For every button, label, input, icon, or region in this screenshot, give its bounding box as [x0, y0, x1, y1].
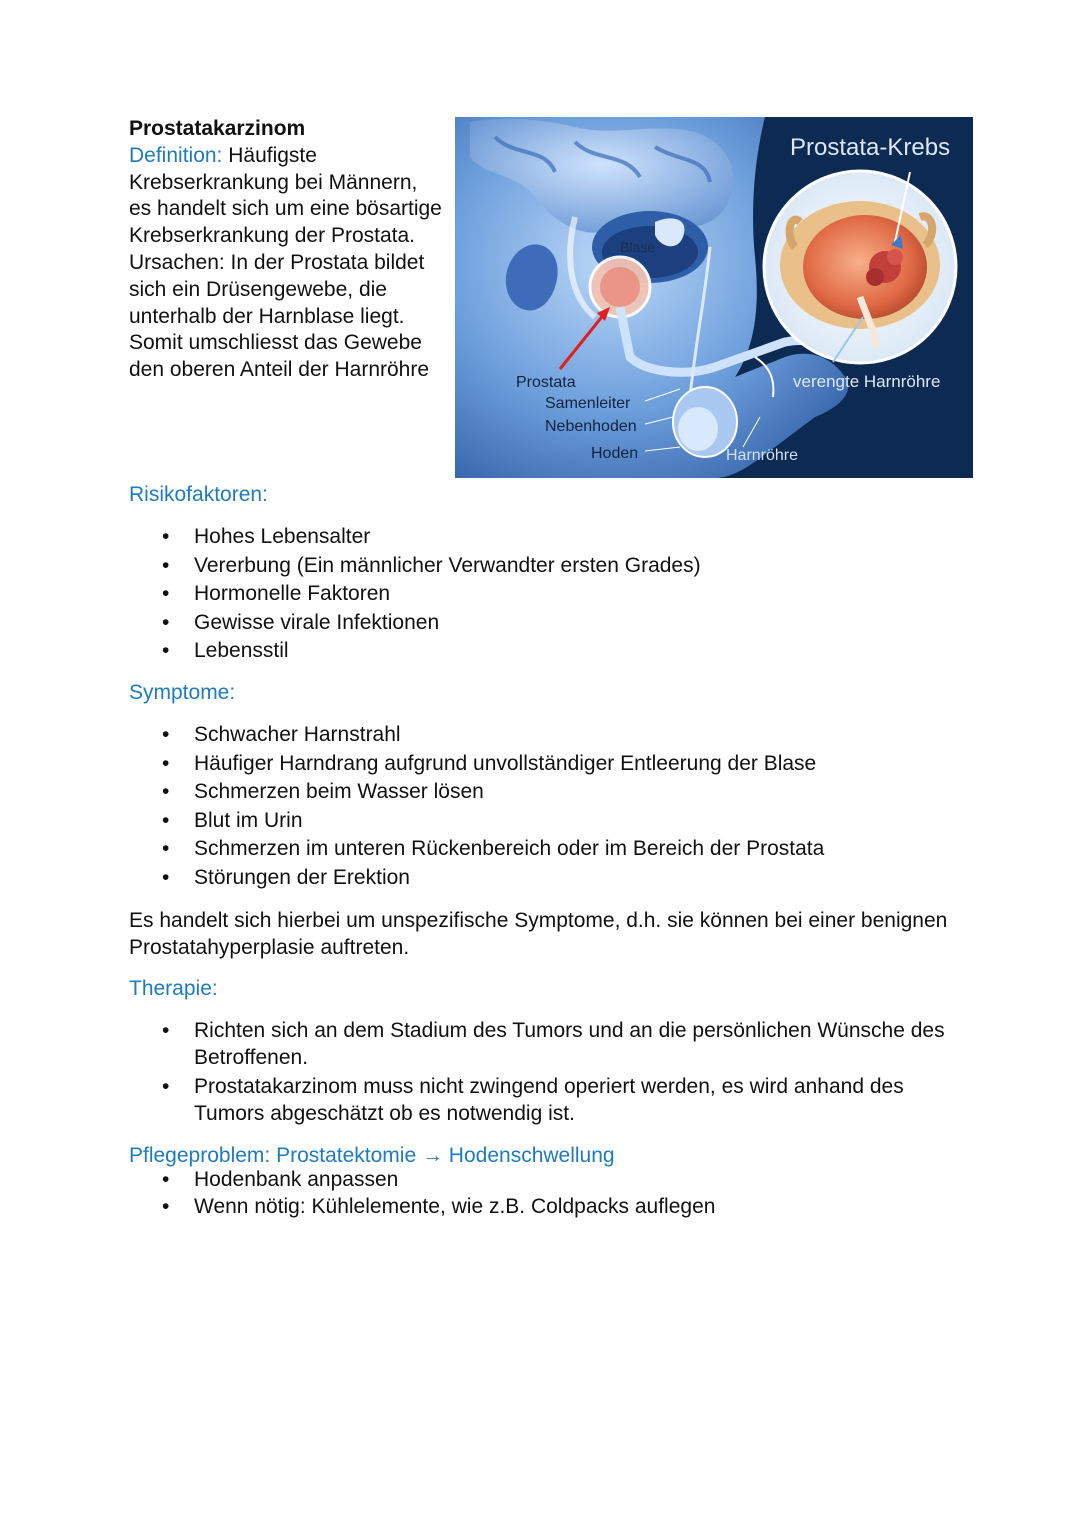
therapy-list — [194, 1017, 974, 1128]
list-item: • Schmerzen beim Wasser lösen — [194, 778, 974, 807]
risk-list — [194, 523, 974, 666]
list-item: • Schwacher Harnstrahl — [194, 721, 974, 750]
symptoms-note: Es handelt sich hierbei um unspezifische Symptome, d.h. sie können bei einer benignen Prostatahyperplasie auftreten. — [129, 909, 948, 959]
list-item: • Schmerzen im unteren Rückenbereich oder im Bereich der Prostata — [194, 835, 974, 864]
label-prostata: Prostata — [516, 374, 576, 391]
list-item: • Wenn nötig: Kühlelemente, wie z.B. Coldpacks auflegen — [194, 1194, 974, 1221]
symptoms-heading: Symptome: — [129, 681, 236, 704]
list-item: • Vererbung (Ein männlicher Verwandter ersten Grades) — [194, 552, 974, 581]
list-item: • Hormonelle Faktoren — [194, 580, 974, 609]
care-list — [194, 1167, 974, 1221]
therapy-heading: Therapie: — [129, 977, 218, 1000]
label-blase: Blase — [620, 239, 656, 255]
prostate-closeup — [764, 171, 956, 363]
list-item: • Hohes Lebensalter — [194, 523, 974, 552]
label-nebenhoden: Nebenhoden — [545, 418, 637, 435]
symptoms-list — [194, 721, 974, 893]
list-item: • Lebensstil — [194, 637, 974, 666]
definition-label: Definition: — [129, 143, 223, 167]
list-item: • Häufiger Harndrang aufgrund unvollständiger Entleerung der Blase — [194, 750, 974, 779]
risk-heading: Risikofaktoren: — [129, 483, 268, 506]
causes-paragraph: Ursachen: In der Prostata bildet sich ein Drüsengewebe, die unterhalb der Harnblase liegt. Somit umschliesst das Gewebe den oberen Anteil der Harnröhre — [129, 250, 430, 382]
figure-title: Prostata-Krebs — [790, 134, 951, 161]
anatomy-figure — [455, 117, 973, 478]
intro-block — [129, 116, 444, 384]
label-harnroehre: Harnröhre — [726, 447, 799, 464]
definition-text: Häufigste Krebserkrankung bei Männern, es handelt sich um eine bösartige Krebserkrankung der Prostata. — [129, 143, 442, 248]
list-item: • Störungen der Erektion — [194, 864, 974, 893]
definition-paragraph — [129, 143, 444, 250]
care-heading: Pflegeproblem: Prostatektomie → Hodenschwellung — [129, 1144, 615, 1167]
list-item: • Blut im Urin — [194, 807, 974, 836]
label-samenleiter: Samenleiter — [545, 395, 631, 412]
list-item: • Hodenbank anpassen — [194, 1167, 974, 1194]
label-verengte-harnroehre: verengte Harnröhre — [793, 372, 941, 391]
list-item: • Prostatakarzinom muss nicht zwingend operiert werden, es wird anhand des Tumors abgeschätzt ob es notwendig ist. — [194, 1073, 974, 1127]
list-item: • Richten sich an dem Stadium des Tumors und an die persönlichen Wünsche des Betroffenen. — [194, 1017, 974, 1071]
label-hoden: Hoden — [591, 445, 639, 462]
list-item: • Gewisse virale Infektionen — [194, 609, 974, 638]
page-title: Prostatakarzinom — [129, 117, 306, 140]
